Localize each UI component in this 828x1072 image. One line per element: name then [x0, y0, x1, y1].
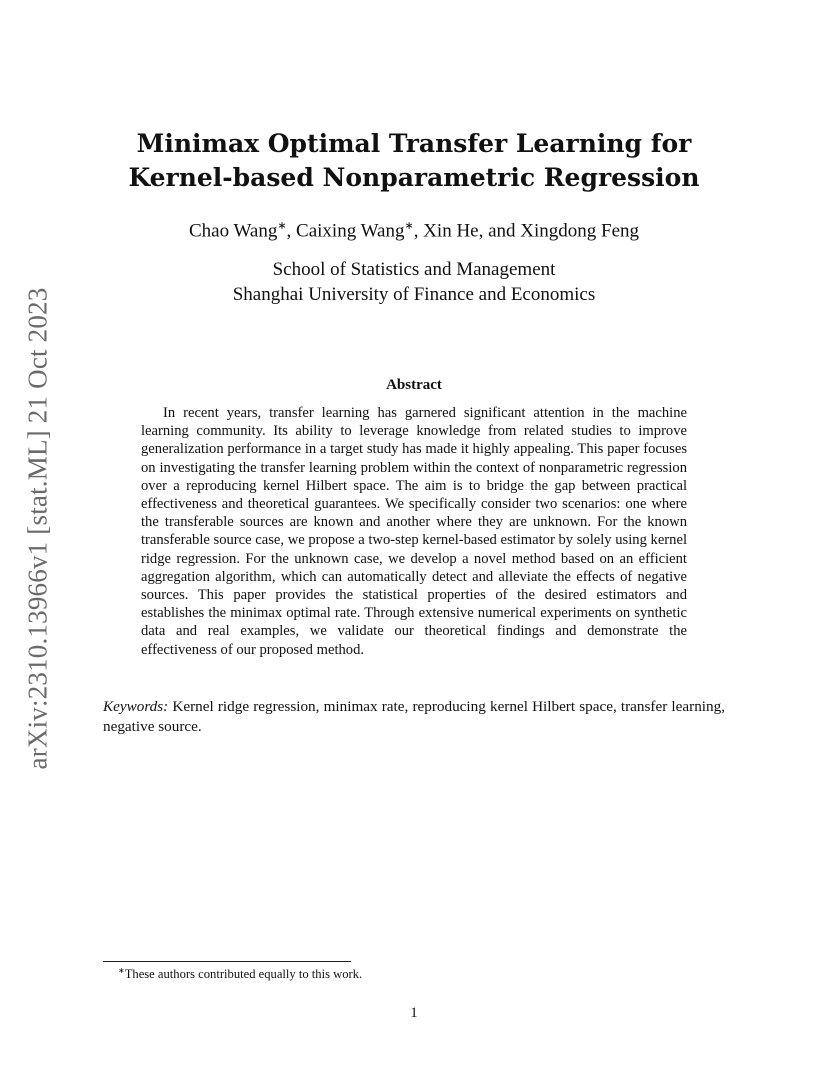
other-authors: Xin He, and Xingdong Feng	[423, 220, 640, 242]
arxiv-identifier: arXiv:2310.13966v1 [stat.ML] 21 Oct 2023	[22, 287, 53, 769]
affiliation-line-1: School of Statistics and Management	[272, 259, 556, 280]
author-2: Caixing Wang	[296, 220, 405, 242]
footnote-rule	[103, 961, 351, 962]
title-line-1: Minimax Optimal Transfer Learning for	[136, 129, 692, 158]
affiliation	[0, 257, 828, 307]
author-list: Chao Wang∗, Caixing Wang∗, Xin He, and Xingdong Feng	[188, 220, 640, 242]
affiliation-line-2: Shanghai University of Finance and Economics	[232, 284, 596, 305]
equal-contribution-mark-2: ∗	[404, 220, 414, 232]
footnote	[118, 966, 362, 982]
equal-contribution-mark-1: ∗	[277, 220, 287, 232]
author-1: Chao Wang	[188, 220, 278, 242]
arxiv-sidebar-stamp	[20, 280, 56, 776]
keywords	[103, 697, 725, 737]
footnote-mark: ∗	[118, 966, 125, 975]
keywords-label: Keywords:	[103, 698, 169, 715]
title-line-2: Kernel-based Nonparametric Regression	[128, 163, 700, 192]
abstract-heading: Abstract	[386, 377, 442, 393]
keywords-text: Kernel ridge regression, minimax rate, reproducing kernel Hilbert space, transfer learning, negative source.	[103, 698, 725, 735]
paper-title	[0, 127, 828, 195]
abstract-body: In recent years, transfer learning has garnered significant attention in the machine learning community. Its ability to leverage knowledge from related studies to improve generalization performance in a target study has made it highly appealing. This paper focuses on investigating the transfer learning problem within the context of nonparametric regression over a reproducing kernel Hilbert space. The aim is to bridge the gap between practical effectiveness and theoretical guarantees. We specifically consider two scenarios: one where the transferable sources are known and another where they are unknown. For the known transferable source case, we propose a two-step kernel-based estimator by solely using kernel ridge regression. For the unknown case, we develop a novel method based on an efficient aggregation algorithm, which can automatically detect and alleviate the effects of negative sources. This paper provides the statistical properties of the desired estimators and establishes the minimax optimal rate. Through extensive numerical experiments on synthetic data and real examples, we validate our theoretical findings and demonstrate the effectiveness of our proposed method.	[141, 405, 687, 658]
page-number: 1	[410, 1005, 418, 1021]
footnote-text: These authors contributed equally to this work.	[124, 967, 363, 982]
